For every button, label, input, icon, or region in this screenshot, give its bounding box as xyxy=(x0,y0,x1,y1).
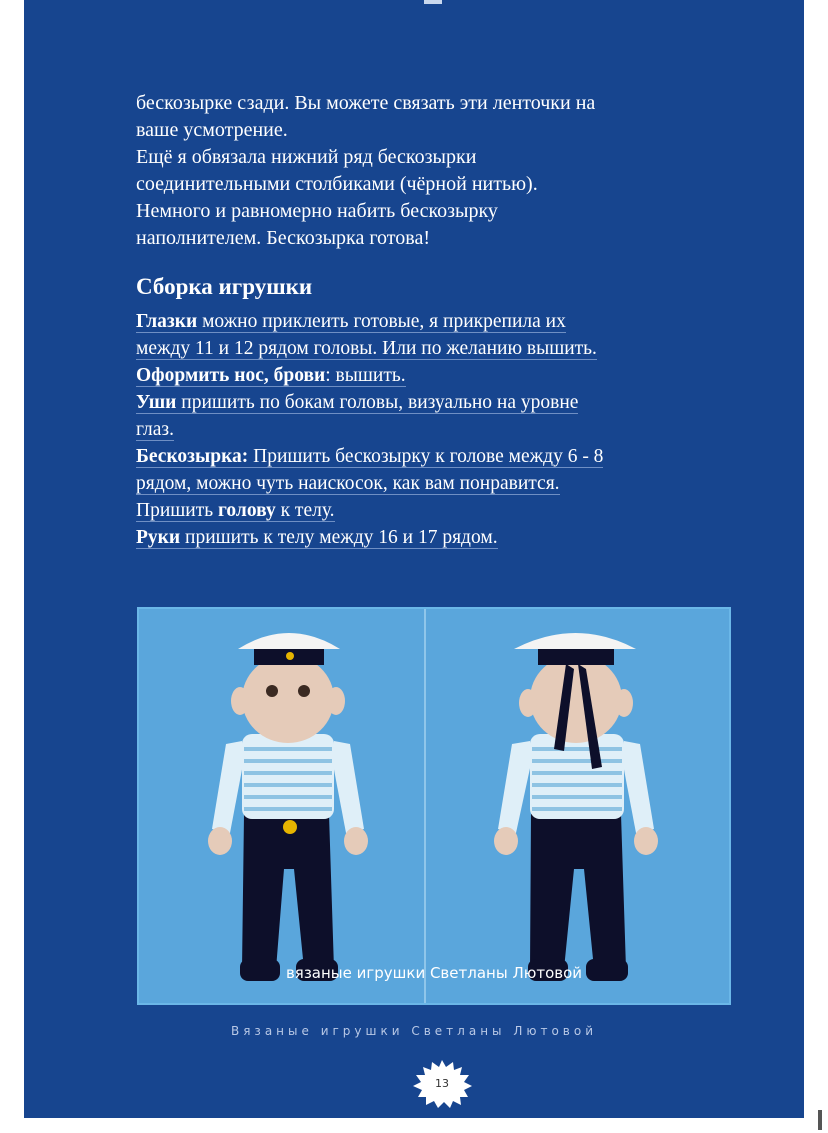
ears-instruction-cont xyxy=(136,416,746,443)
head-instruction xyxy=(136,497,746,524)
photo-watermark: вязаные игрушки Светланы Лютовой xyxy=(285,964,583,982)
paragraph-line: Немного и равномерно набить бескозырку xyxy=(136,200,498,222)
right-margin xyxy=(812,0,828,1133)
arms-text: пришить к телу между 16 и 17 рядом. xyxy=(180,527,498,548)
head-text: к телу. xyxy=(275,500,335,521)
ears-text: пришить по бокам головы, визуально на уровне xyxy=(176,392,579,413)
arms-label: Руки xyxy=(136,527,181,548)
paragraph-line: Ещё я обвязала нижний ряд бескозырки xyxy=(136,146,477,168)
ears-label: Уши xyxy=(136,392,177,413)
arms-instruction xyxy=(136,524,746,551)
ears-text-2: глаз. xyxy=(136,419,174,440)
eyes-text-2: между 11 и 12 рядом головы. Или по желанию вышить. xyxy=(136,338,597,359)
top-edge-mark xyxy=(424,0,442,4)
section-heading: Сборка игрушки xyxy=(136,274,313,299)
page-number: 13 xyxy=(435,1077,449,1090)
doll-back-image xyxy=(426,609,729,1003)
eyes-label: Глазки xyxy=(136,311,198,332)
head-label: голову xyxy=(218,500,276,521)
cap-text-2: рядом, можно чуть наискосок, как вам понравится. xyxy=(136,473,560,494)
nose-instruction xyxy=(136,362,746,389)
cap-instruction-cont xyxy=(136,470,746,497)
paragraph-line: бескозырке сзади. Вы можете связать эти ленточки на xyxy=(136,92,596,114)
head-pre: Пришить xyxy=(136,500,219,521)
eyes-instruction xyxy=(136,308,746,335)
paragraph-line: наполнителем. Бескозырка готова! xyxy=(136,227,430,249)
scroll-indicator xyxy=(818,1110,822,1130)
cap-instruction xyxy=(136,443,746,470)
ears-instruction xyxy=(136,389,746,416)
nose-text: : вышить. xyxy=(325,365,406,386)
doll-front-image xyxy=(139,609,434,1003)
paragraph-line: соединительными столбиками (чёрной нитью). xyxy=(136,173,538,195)
eyes-instruction-cont xyxy=(136,335,746,362)
cap-text: Пришить бескозырку к голове между 6 - 8 xyxy=(248,446,604,467)
cap-label: Бескозырка: xyxy=(136,446,249,467)
footer-text: Вязаные игрушки Светланы Лютовой xyxy=(230,1024,598,1038)
text-content xyxy=(136,90,746,551)
nose-label: Оформить нос, брови xyxy=(136,365,326,386)
page-number-badge xyxy=(410,1060,474,1108)
eyes-text: можно приклеить готовые, я прикрепила их xyxy=(197,311,566,332)
doll-photo xyxy=(137,607,731,1005)
paragraph-line: ваше усмотрение. xyxy=(136,119,288,141)
